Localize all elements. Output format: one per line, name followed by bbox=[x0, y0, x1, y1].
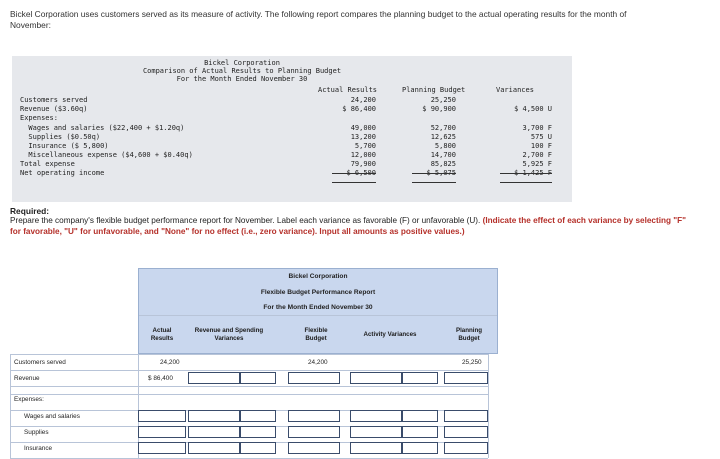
report-row-planning: 12,625 bbox=[430, 133, 456, 141]
report-row-label: Miscellaneous expense ($4,600 + $0.40q) bbox=[20, 151, 193, 159]
required-instruction: Prepare the company's flexible budget performance report for November. Label each variance as favorable (F) or unfavorable (U). bbox=[10, 216, 481, 225]
table-header bbox=[138, 268, 498, 354]
required-note: (Indicate the effect of each variance by selecting "F" for favorable, "U" for unfavorable, and "None" for no effect (i.e., zero variance). Input all amounts as positive values.) bbox=[10, 216, 687, 236]
report-row-variance: 5,925 F bbox=[522, 160, 552, 168]
customers-planning: 25,250 bbox=[462, 359, 482, 366]
revenue-spending-variance-select[interactable] bbox=[240, 372, 276, 384]
underline bbox=[412, 182, 456, 183]
report-row-variance: 575 U bbox=[530, 133, 552, 141]
customers-flexible: 24,200 bbox=[308, 359, 328, 366]
report-row-actual: 24,200 bbox=[350, 96, 376, 104]
report-row-planning: 25,250 bbox=[430, 96, 456, 104]
supplies-activity-variance-input[interactable] bbox=[350, 426, 402, 438]
insurance-spending-variance-select[interactable] bbox=[240, 442, 276, 454]
report-title: Comparison of Actual Results to Planning Budget bbox=[142, 67, 342, 75]
report-row-label: Net operating income bbox=[20, 169, 105, 177]
report-row-planning: 85,825 bbox=[430, 160, 456, 168]
report-row-label: Total expense bbox=[20, 160, 75, 168]
report-row-label: Expenses: bbox=[20, 114, 58, 122]
flex-company: Bickel Corporation bbox=[288, 273, 348, 280]
report-row-actual: 5,700 bbox=[354, 142, 376, 150]
report-row-planning: 52,700 bbox=[430, 124, 456, 132]
revenue-flexible-input[interactable] bbox=[288, 372, 340, 384]
required-title: Required: bbox=[10, 206, 50, 216]
insurance-flexible-input[interactable] bbox=[288, 442, 340, 454]
row-insurance-label: Insurance bbox=[24, 445, 53, 452]
wages-planning-input[interactable] bbox=[444, 410, 488, 422]
insurance-spending-variance-input[interactable] bbox=[188, 442, 240, 454]
report-period: For the Month Ended November 30 bbox=[176, 75, 308, 83]
col-activity-variances: Activity Variances bbox=[363, 331, 417, 338]
wages-flexible-input[interactable] bbox=[288, 410, 340, 422]
revenue-planning-input[interactable] bbox=[444, 372, 488, 384]
insurance-activity-variance-input[interactable] bbox=[350, 442, 402, 454]
row-wages-label: Wages and salaries bbox=[24, 413, 80, 420]
report-row-variance: $ 1,425 F bbox=[514, 169, 552, 177]
supplies-spending-variance-input[interactable] bbox=[188, 426, 240, 438]
underline bbox=[500, 173, 552, 174]
wages-activity-variance-select[interactable] bbox=[402, 410, 438, 422]
report-row-planning: 14,700 bbox=[430, 151, 456, 159]
flex-period: For the Month Ended November 30 bbox=[263, 304, 373, 311]
row-customers-label: Customers served bbox=[14, 359, 66, 366]
report-row-actual: 13,200 bbox=[350, 133, 376, 141]
report-row-variance: 100 F bbox=[530, 142, 552, 150]
wages-spending-variance-input[interactable] bbox=[188, 410, 240, 422]
report-row-planning: $ 5,075 bbox=[426, 169, 456, 177]
flexible-budget-table bbox=[10, 268, 488, 458]
supplies-planning-input[interactable] bbox=[444, 426, 488, 438]
underline bbox=[332, 173, 376, 174]
wages-actual-input[interactable] bbox=[138, 410, 186, 422]
report-col-planning: Planning Budget bbox=[402, 86, 466, 94]
row-revenue-label: Revenue bbox=[14, 375, 40, 382]
col-flexible-budget: Flexible Budget bbox=[304, 327, 328, 342]
insurance-actual-input[interactable] bbox=[138, 442, 186, 454]
report-col-actual: Actual Results bbox=[318, 86, 378, 94]
col-revenue-spending-variances: Revenue and Spending Variances bbox=[194, 327, 264, 342]
report-row-actual: 49,000 bbox=[350, 124, 376, 132]
report-row-planning: $ 90,900 bbox=[422, 105, 456, 113]
wages-activity-variance-input[interactable] bbox=[350, 410, 402, 422]
report-col-variances: Variances bbox=[496, 86, 534, 94]
report-company: Bickel Corporation bbox=[204, 59, 280, 67]
underline bbox=[500, 182, 552, 183]
underline bbox=[412, 173, 456, 174]
report-row-label: Customers served bbox=[20, 96, 88, 104]
insurance-activity-variance-select[interactable] bbox=[402, 442, 438, 454]
report-row-label: Insurance ($ 5,800) bbox=[20, 142, 109, 150]
report-row-actual: $ 6,500 bbox=[346, 169, 376, 177]
report-row-variance: $ 4,500 U bbox=[514, 105, 552, 113]
revenue-spending-variance-input[interactable] bbox=[188, 372, 240, 384]
supplies-actual-input[interactable] bbox=[138, 426, 186, 438]
report-row-variance: 3,700 F bbox=[522, 124, 552, 132]
problem-intro: Bickel Corporation uses customers served as its measure of activity. The following report compares the planning budget to the actual operating results for the month of November: bbox=[10, 9, 627, 30]
flex-title: Flexible Budget Performance Report bbox=[260, 289, 376, 296]
supplies-flexible-input[interactable] bbox=[288, 426, 340, 438]
insurance-planning-input[interactable] bbox=[444, 442, 488, 454]
report-row-actual: $ 86,400 bbox=[342, 105, 376, 113]
col-planning-budget: Planning Budget bbox=[455, 327, 483, 342]
revenue-activity-variance-select[interactable] bbox=[402, 372, 438, 384]
report-row-label: Supplies ($0.50q) bbox=[20, 133, 101, 141]
comparison-report bbox=[12, 56, 572, 202]
col-actual-results: Actual Results bbox=[150, 327, 174, 342]
revenue-actual: $ 86,400 bbox=[148, 375, 173, 382]
revenue-activity-variance-input[interactable] bbox=[350, 372, 402, 384]
report-row-actual: 79,900 bbox=[350, 160, 376, 168]
report-row-variance: 2,700 F bbox=[522, 151, 552, 159]
customers-actual: 24,200 bbox=[160, 359, 180, 366]
supplies-spending-variance-select[interactable] bbox=[240, 426, 276, 438]
report-row-label: Wages and salaries ($22,400 + $1.20q) bbox=[20, 124, 185, 132]
required-text bbox=[10, 216, 690, 237]
report-row-label: Revenue ($3.60q) bbox=[20, 105, 88, 113]
report-row-actual: 12,000 bbox=[350, 151, 376, 159]
underline bbox=[332, 182, 376, 183]
supplies-activity-variance-select[interactable] bbox=[402, 426, 438, 438]
report-row-planning: 5,800 bbox=[434, 142, 456, 150]
wages-spending-variance-select[interactable] bbox=[240, 410, 276, 422]
row-supplies-label: Supplies bbox=[24, 429, 49, 436]
row-expenses-label: Expenses: bbox=[14, 396, 44, 403]
